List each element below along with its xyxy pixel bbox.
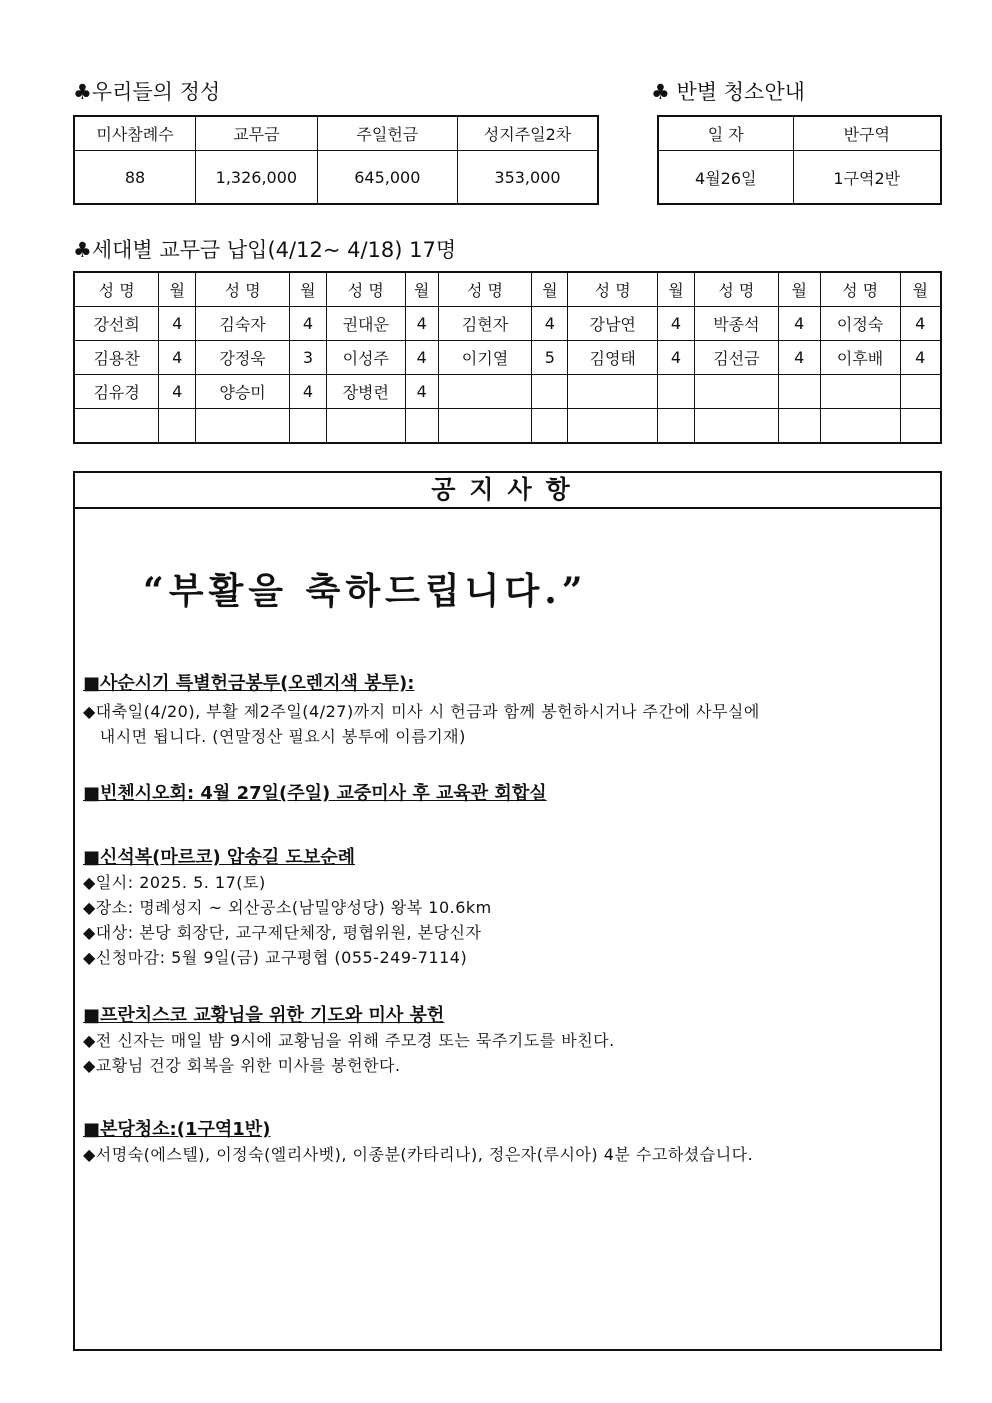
- dues-table: [73, 271, 942, 444]
- dues-month: [900, 409, 941, 444]
- dues-month: 4: [289, 307, 326, 341]
- dues-name: 강남연: [568, 307, 658, 341]
- dues-name: [694, 375, 778, 409]
- notice-line: ◆대축일(4/20), 부활 제2주일(4/27)까지 미사 시 헌금과 함께 봉헌하시거나 주간에 사무실에: [83, 702, 760, 721]
- dues-header-name: 성 명: [74, 272, 159, 307]
- dues-month: 4: [900, 307, 941, 341]
- cleaning-table: [657, 115, 942, 205]
- notice-line: ◆대상: 본당 회장단, 교구제단체장, 평협위원, 본당신자: [83, 923, 482, 942]
- dues-name: [196, 409, 290, 444]
- dues-month: 4: [778, 307, 820, 341]
- dues-month: 3: [289, 341, 326, 375]
- dues-name: [820, 409, 900, 444]
- dues-name: 김현자: [438, 307, 532, 341]
- notice-title-church-cleaning: ■본당청소:(1구역1반): [83, 1119, 271, 1140]
- dues-name: [820, 375, 900, 409]
- dues-month: 4: [778, 341, 820, 375]
- offering-value-dues: 1,326,000: [196, 151, 318, 205]
- dues-name: 김숙자: [196, 307, 290, 341]
- dues-name: [438, 375, 532, 409]
- dues-month: [532, 375, 568, 409]
- dues-header-name: 성 명: [438, 272, 532, 307]
- offering-section-title: ♣우리들의 정성: [73, 80, 221, 104]
- dues-month: [159, 409, 196, 444]
- dues-name: 박종석: [694, 307, 778, 341]
- dues-header-name: 성 명: [820, 272, 900, 307]
- notice-title-lent-envelope: ■사순시기 특별헌금봉투(오렌지색 봉투):: [83, 673, 415, 694]
- dues-row: [74, 307, 941, 341]
- dues-name: 김유경: [74, 375, 159, 409]
- dues-month: 4: [405, 375, 438, 409]
- notice-title-vincent-society: ■빈첸시오회: 4월 27일(주일) 교중미사 후 교육관 회합실: [83, 783, 547, 804]
- dues-name: [438, 409, 532, 444]
- dues-header-name: 성 명: [326, 272, 405, 307]
- dues-row: [74, 341, 941, 375]
- offering-header-palm-sunday: 성지주일2차: [457, 116, 598, 151]
- cleaning-value-date: 4월26일: [658, 151, 793, 205]
- dues-month: [778, 409, 820, 444]
- dues-name: [568, 409, 658, 444]
- dues-month: 4: [405, 341, 438, 375]
- dues-name: 장병련: [326, 375, 405, 409]
- dues-month: 4: [159, 307, 196, 341]
- offering-header-sunday: 주일헌금: [317, 116, 457, 151]
- offering-table: [73, 115, 599, 205]
- easter-greeting: “부활을 축하드립니다.”: [143, 570, 588, 612]
- dues-month: 4: [405, 307, 438, 341]
- dues-name: 양승미: [196, 375, 290, 409]
- offering-header-attendance: 미사참례수: [74, 116, 196, 151]
- dues-name: 이정숙: [820, 307, 900, 341]
- notice-line: ◆신청마감: 5월 9일(금) 교구평협 (055-249-7114): [83, 948, 468, 967]
- dues-month: [405, 409, 438, 444]
- offering-value-palm-sunday: 353,000: [457, 151, 598, 205]
- notice-line: ◆서명숙(에스텔), 이정숙(엘리사벳), 이종분(카타리나), 정은자(루시아) 4분 수고하셨습니다.: [83, 1145, 754, 1164]
- dues-month: [900, 375, 941, 409]
- offering-value-sunday: 645,000: [317, 151, 457, 205]
- notice-line: ◆일시: 2025. 5. 17(토): [83, 873, 266, 892]
- dues-row: [74, 409, 941, 444]
- dues-header-month: 월: [289, 272, 326, 307]
- dues-header-month: 월: [159, 272, 196, 307]
- notice-title-pilgrimage: ■신석복(마르코) 압송길 도보순례: [83, 847, 356, 868]
- dues-name: 권대운: [326, 307, 405, 341]
- notice-line: ◆전 신자는 매일 밤 9시에 교황님을 위해 주모경 또는 묵주기도를 바친다.: [83, 1031, 615, 1050]
- dues-name: 이성주: [326, 341, 405, 375]
- dues-header-month: 월: [532, 272, 568, 307]
- cleaning-header-group: 반구역: [793, 116, 941, 151]
- notice-box: [73, 471, 942, 1351]
- dues-name: 김용찬: [74, 341, 159, 375]
- dues-header-month: 월: [658, 272, 695, 307]
- dues-header-name: 성 명: [568, 272, 658, 307]
- dues-month: 4: [159, 341, 196, 375]
- cleaning-value-group: 1구역2반: [793, 151, 941, 205]
- dues-month: 5: [532, 341, 568, 375]
- notice-title-pope-prayer: ■프란치스코 교황님을 위한 기도와 미사 봉헌: [83, 1005, 445, 1026]
- dues-month: [532, 409, 568, 444]
- dues-header-name: 성 명: [196, 272, 290, 307]
- dues-name: [74, 409, 159, 444]
- dues-month: [658, 409, 695, 444]
- dues-name: 이후배: [820, 341, 900, 375]
- notice-line: ◆교황님 건강 회복을 위한 미사를 봉헌한다.: [83, 1056, 401, 1075]
- dues-header-name: 성 명: [694, 272, 778, 307]
- dues-month: 4: [900, 341, 941, 375]
- dues-header-month: 월: [778, 272, 820, 307]
- dues-month: 4: [159, 375, 196, 409]
- cleaning-section-title: ♣ 반별 청소안내: [651, 80, 805, 104]
- dues-name: 이기열: [438, 341, 532, 375]
- notice-line: ◆장소: 명례성지 ~ 외산공소(남밀양성당) 왕복 10.6km: [83, 898, 492, 917]
- dues-month: 4: [532, 307, 568, 341]
- cleaning-header-date: 일 자: [658, 116, 793, 151]
- dues-header-month: 월: [405, 272, 438, 307]
- dues-name: [326, 409, 405, 444]
- dues-row: [74, 375, 941, 409]
- dues-month: [658, 375, 695, 409]
- dues-name: 김영태: [568, 341, 658, 375]
- offering-value-attendance: 88: [74, 151, 196, 205]
- dues-month: [778, 375, 820, 409]
- dues-month: 4: [658, 307, 695, 341]
- dues-header-month: 월: [900, 272, 941, 307]
- dues-month: [289, 409, 326, 444]
- notice-line: 내시면 됩니다. (연말정산 필요시 봉투에 이름기재): [83, 727, 466, 746]
- dues-name: 강정욱: [196, 341, 290, 375]
- dues-month: 4: [289, 375, 326, 409]
- dues-name: [568, 375, 658, 409]
- dues-name: 강선희: [74, 307, 159, 341]
- offering-header-dues: 교무금: [196, 116, 318, 151]
- dues-name: [694, 409, 778, 444]
- notice-heading: 공지사항: [75, 473, 940, 509]
- dues-section-title: ♣세대별 교무금 납입(4/12~ 4/18) 17명: [73, 238, 457, 262]
- dues-name: 김선금: [694, 341, 778, 375]
- dues-month: 4: [658, 341, 695, 375]
